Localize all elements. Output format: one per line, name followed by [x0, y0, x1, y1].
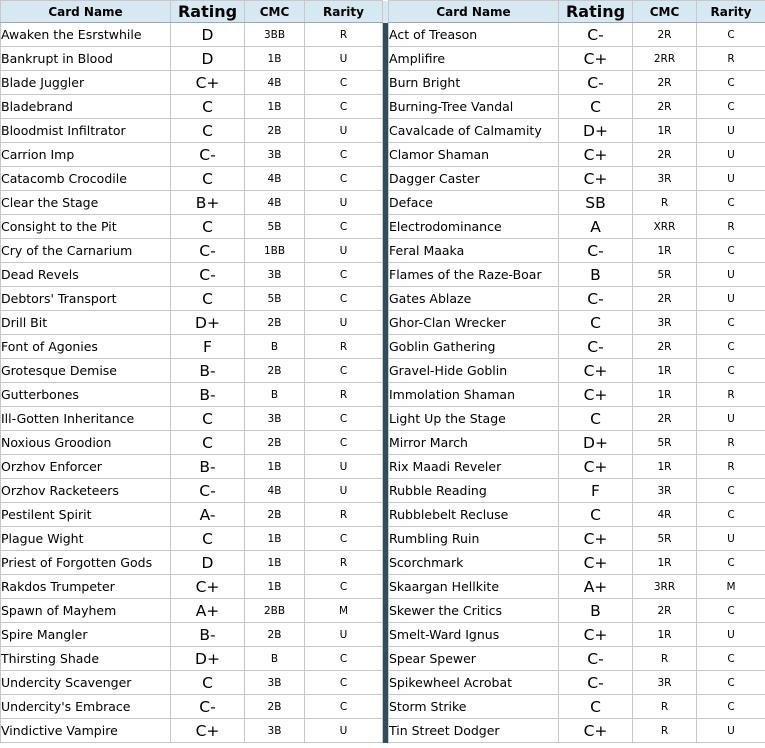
- table-row: [1, 119, 765, 143]
- left-rarity-cell[interactable]: C: [305, 71, 383, 95]
- left-cmc-cell[interactable]: 3B: [245, 719, 305, 743]
- right-rating-cell[interactable]: C: [559, 311, 633, 335]
- left-name-cell[interactable]: Font of Agonies: [1, 335, 171, 359]
- left-rarity-cell[interactable]: R: [305, 335, 383, 359]
- left-rating-cell[interactable]: C: [171, 215, 245, 239]
- right-rarity-cell[interactable]: M: [697, 575, 765, 599]
- right-name-cell[interactable]: Smelt-Ward Ignus: [389, 623, 559, 647]
- left-name-cell[interactable]: Pestilent Spirit: [1, 503, 171, 527]
- left-name-cell[interactable]: Cry of the Carnarium: [1, 239, 171, 263]
- right-name-cell[interactable]: Rix Maadi Reveler: [389, 455, 559, 479]
- left-name-cell[interactable]: Undercity Scavenger: [1, 671, 171, 695]
- right-rating-cell[interactable]: C-: [559, 335, 633, 359]
- left-name-cell[interactable]: Grotesque Demise: [1, 359, 171, 383]
- right-cmc-cell[interactable]: 2R: [633, 71, 697, 95]
- left-rating-cell[interactable]: B-: [171, 455, 245, 479]
- right-rarity-cell[interactable]: U: [697, 287, 765, 311]
- right-name-cell[interactable]: Electrodominance: [389, 215, 559, 239]
- right-name-cell[interactable]: Light Up the Stage: [389, 407, 559, 431]
- left-name-cell[interactable]: Orzhov Racketeers: [1, 479, 171, 503]
- right-rarity-cell[interactable]: C: [697, 503, 765, 527]
- left-name-cell[interactable]: Drill Bit: [1, 311, 171, 335]
- left-cmc-cell[interactable]: 1B: [245, 47, 305, 71]
- table-row: [1, 215, 765, 239]
- left-rarity-cell[interactable]: U: [305, 239, 383, 263]
- right-rarity-cell[interactable]: R: [697, 383, 765, 407]
- right-cmc-cell[interactable]: R: [633, 191, 697, 215]
- left-rating-cell[interactable]: C: [171, 287, 245, 311]
- right-rating-cell[interactable]: C+: [559, 719, 633, 743]
- table-row: [1, 263, 765, 287]
- table-row: [1, 95, 765, 119]
- right-cmc-cell[interactable]: XRR: [633, 215, 697, 239]
- left-cmc-cell[interactable]: 1B: [245, 575, 305, 599]
- right-cmc-cell[interactable]: 1R: [633, 359, 697, 383]
- left-cmc-cell[interactable]: 2B: [245, 119, 305, 143]
- left-rarity-cell[interactable]: C: [305, 263, 383, 287]
- table-row: [1, 359, 765, 383]
- table-row: [1, 575, 765, 599]
- right-rarity-cell[interactable]: C: [697, 551, 765, 575]
- left-cmc-cell[interactable]: B: [245, 383, 305, 407]
- right-cmc-cell[interactable]: 1R: [633, 623, 697, 647]
- left-rating-cell[interactable]: C: [171, 167, 245, 191]
- left-name-cell[interactable]: Consight to the Pit: [1, 215, 171, 239]
- left-rarity-cell[interactable]: C: [305, 95, 383, 119]
- left-name-cell[interactable]: Debtors' Transport: [1, 287, 171, 311]
- left-name-cell[interactable]: Catacomb Crocodile: [1, 167, 171, 191]
- right-cmc-cell[interactable]: 3R: [633, 167, 697, 191]
- right-rarity-cell[interactable]: C: [697, 335, 765, 359]
- right-rarity-cell[interactable]: C: [697, 71, 765, 95]
- right-rating-cell[interactable]: C-: [559, 671, 633, 695]
- right-rarity-cell[interactable]: C: [697, 647, 765, 671]
- right-rating-cell[interactable]: C-: [559, 23, 633, 47]
- left-rating-cell[interactable]: C-: [171, 239, 245, 263]
- right-rarity-cell[interactable]: C: [697, 23, 765, 47]
- right-name-cell[interactable]: Act of Treason: [389, 23, 559, 47]
- left-name-cell[interactable]: Noxious Groodion: [1, 431, 171, 455]
- left-name-cell[interactable]: Ill-Gotten Inheritance: [1, 407, 171, 431]
- right-cmc-cell[interactable]: 2R: [633, 143, 697, 167]
- left-cmc-cell[interactable]: 2B: [245, 359, 305, 383]
- left-rating-cell[interactable]: C-: [171, 263, 245, 287]
- right-name-cell[interactable]: Scorchmark: [389, 551, 559, 575]
- left-rating-cell[interactable]: B-: [171, 623, 245, 647]
- left-rating-cell[interactable]: C: [171, 431, 245, 455]
- left-rarity-cell[interactable]: M: [305, 599, 383, 623]
- right-rating-cell[interactable]: C: [559, 695, 633, 719]
- left-cmc-cell[interactable]: 2B: [245, 623, 305, 647]
- left-name-cell[interactable]: Priest of Forgotten Gods: [1, 551, 171, 575]
- left-rarity-cell[interactable]: C: [305, 647, 383, 671]
- left-rating-cell[interactable]: C: [171, 95, 245, 119]
- right-cmc-cell[interactable]: 1R: [633, 239, 697, 263]
- left-rating-cell[interactable]: A-: [171, 503, 245, 527]
- left-cmc-cell[interactable]: 4B: [245, 71, 305, 95]
- header-rating-left[interactable]: Rating: [171, 1, 245, 23]
- left-rating-cell[interactable]: C+: [171, 575, 245, 599]
- right-rarity-cell[interactable]: R: [697, 431, 765, 455]
- right-rarity-cell[interactable]: C: [697, 599, 765, 623]
- right-name-cell[interactable]: Spikewheel Acrobat: [389, 671, 559, 695]
- right-cmc-cell[interactable]: 5R: [633, 263, 697, 287]
- right-name-cell[interactable]: Cavalcade of Calmamity: [389, 119, 559, 143]
- right-name-cell[interactable]: Gravel-Hide Goblin: [389, 359, 559, 383]
- right-rarity-cell[interactable]: U: [697, 263, 765, 287]
- left-rarity-cell[interactable]: C: [305, 167, 383, 191]
- right-rarity-cell[interactable]: R: [697, 215, 765, 239]
- right-cmc-cell[interactable]: 1R: [633, 455, 697, 479]
- left-cmc-cell[interactable]: 2B: [245, 503, 305, 527]
- left-rarity-cell[interactable]: C: [305, 143, 383, 167]
- left-cmc-cell[interactable]: 2B: [245, 311, 305, 335]
- right-rating-cell[interactable]: D+: [559, 431, 633, 455]
- left-rarity-cell[interactable]: R: [305, 551, 383, 575]
- left-cmc-cell[interactable]: 1BB: [245, 239, 305, 263]
- table-row: [1, 167, 765, 191]
- right-rating-cell[interactable]: B: [559, 599, 633, 623]
- right-name-cell[interactable]: Amplifire: [389, 47, 559, 71]
- right-rating-cell[interactable]: C+: [559, 527, 633, 551]
- left-name-cell[interactable]: Carrion Imp: [1, 143, 171, 167]
- left-rating-cell[interactable]: C-: [171, 479, 245, 503]
- left-name-cell[interactable]: Bladebrand: [1, 95, 171, 119]
- left-rating-cell[interactable]: C: [171, 119, 245, 143]
- table-row: [1, 647, 765, 671]
- left-name-cell[interactable]: Bloodmist Infiltrator: [1, 119, 171, 143]
- left-rarity-cell[interactable]: C: [305, 431, 383, 455]
- right-name-cell[interactable]: Skaargan Hellkite: [389, 575, 559, 599]
- table-row: [1, 287, 765, 311]
- left-rating-cell[interactable]: C: [171, 527, 245, 551]
- right-rarity-cell[interactable]: R: [697, 47, 765, 71]
- left-cmc-cell[interactable]: 1B: [245, 527, 305, 551]
- right-rating-cell[interactable]: D+: [559, 119, 633, 143]
- left-name-cell[interactable]: Spire Mangler: [1, 623, 171, 647]
- left-cmc-cell[interactable]: 3B: [245, 407, 305, 431]
- left-cmc-cell[interactable]: 2B: [245, 695, 305, 719]
- left-rarity-cell[interactable]: U: [305, 719, 383, 743]
- right-rating-cell[interactable]: SB: [559, 191, 633, 215]
- right-rarity-cell[interactable]: U: [697, 719, 765, 743]
- left-cmc-cell[interactable]: B: [245, 647, 305, 671]
- left-cmc-cell[interactable]: 3B: [245, 143, 305, 167]
- table-row: [1, 527, 765, 551]
- left-rarity-cell[interactable]: U: [305, 47, 383, 71]
- right-cmc-cell[interactable]: 1R: [633, 119, 697, 143]
- left-cmc-cell[interactable]: 1B: [245, 455, 305, 479]
- table-row: [1, 503, 765, 527]
- left-rating-cell[interactable]: C-: [171, 143, 245, 167]
- left-rarity-cell[interactable]: C: [305, 671, 383, 695]
- right-rarity-cell[interactable]: U: [697, 407, 765, 431]
- left-rating-cell[interactable]: C: [171, 671, 245, 695]
- right-rating-cell[interactable]: A+: [559, 575, 633, 599]
- left-name-cell[interactable]: Blade Juggler: [1, 71, 171, 95]
- right-name-cell[interactable]: Burning-Tree Vandal: [389, 95, 559, 119]
- right-name-cell[interactable]: Rubble Reading: [389, 479, 559, 503]
- table-row: [1, 311, 765, 335]
- right-cmc-cell[interactable]: 3RR: [633, 575, 697, 599]
- right-cmc-cell[interactable]: 2R: [633, 335, 697, 359]
- table-row: [1, 551, 765, 575]
- right-cmc-cell[interactable]: 5R: [633, 431, 697, 455]
- table-row: [1, 71, 765, 95]
- left-rating-cell[interactable]: F: [171, 335, 245, 359]
- left-rating-cell[interactable]: D+: [171, 311, 245, 335]
- header-card-name-left[interactable]: Card Name: [1, 1, 171, 23]
- right-rating-cell[interactable]: B: [559, 263, 633, 287]
- left-cmc-cell[interactable]: 4B: [245, 191, 305, 215]
- right-name-cell[interactable]: Storm Strike: [389, 695, 559, 719]
- header-cmc-right[interactable]: CMC: [633, 1, 697, 23]
- left-rating-cell[interactable]: D: [171, 23, 245, 47]
- left-rarity-cell[interactable]: C: [305, 407, 383, 431]
- left-cmc-cell[interactable]: 2BB: [245, 599, 305, 623]
- left-rarity-cell[interactable]: C: [305, 287, 383, 311]
- right-rating-cell[interactable]: C+: [559, 455, 633, 479]
- left-cmc-cell[interactable]: 4B: [245, 167, 305, 191]
- right-cmc-cell[interactable]: 2R: [633, 95, 697, 119]
- right-rarity-cell[interactable]: C: [697, 311, 765, 335]
- left-cmc-cell[interactable]: 1B: [245, 551, 305, 575]
- right-rarity-cell[interactable]: C: [697, 671, 765, 695]
- right-name-cell[interactable]: Clamor Shaman: [389, 143, 559, 167]
- right-rating-cell[interactable]: C-: [559, 287, 633, 311]
- left-name-cell[interactable]: Spawn of Mayhem: [1, 599, 171, 623]
- left-rarity-cell[interactable]: C: [305, 527, 383, 551]
- right-cmc-cell[interactable]: 2R: [633, 407, 697, 431]
- left-cmc-cell[interactable]: 3B: [245, 671, 305, 695]
- right-rarity-cell[interactable]: U: [697, 623, 765, 647]
- left-name-cell[interactable]: Vindictive Vampire: [1, 719, 171, 743]
- table-row: [1, 239, 765, 263]
- left-name-cell[interactable]: Gutterbones: [1, 383, 171, 407]
- left-rating-cell[interactable]: D+: [171, 647, 245, 671]
- header-rating-right[interactable]: Rating: [559, 1, 633, 23]
- right-rarity-cell[interactable]: R: [697, 455, 765, 479]
- header-cmc-left[interactable]: CMC: [245, 1, 305, 23]
- left-rarity-cell[interactable]: C: [305, 695, 383, 719]
- right-name-cell[interactable]: Mirror March: [389, 431, 559, 455]
- right-name-cell[interactable]: Rumbling Ruin: [389, 527, 559, 551]
- right-name-cell[interactable]: Rubblebelt Recluse: [389, 503, 559, 527]
- left-rating-cell[interactable]: C: [171, 407, 245, 431]
- table-row: [1, 23, 765, 47]
- right-rarity-cell[interactable]: C: [697, 95, 765, 119]
- left-rarity-cell[interactable]: R: [305, 503, 383, 527]
- left-name-cell[interactable]: Thirsting Shade: [1, 647, 171, 671]
- right-cmc-cell[interactable]: R: [633, 719, 697, 743]
- header-rarity-left[interactable]: Rarity: [305, 1, 383, 23]
- left-cmc-cell[interactable]: 2B: [245, 431, 305, 455]
- left-rating-cell[interactable]: C+: [171, 71, 245, 95]
- right-cmc-cell[interactable]: 2R: [633, 599, 697, 623]
- table-row: [1, 143, 765, 167]
- table-row: [1, 455, 765, 479]
- table-body: [1, 23, 765, 743]
- left-name-cell[interactable]: Orzhov Enforcer: [1, 455, 171, 479]
- left-rating-cell[interactable]: C-: [171, 695, 245, 719]
- table-row: [1, 623, 765, 647]
- left-rarity-cell[interactable]: C: [305, 575, 383, 599]
- left-rarity-cell[interactable]: U: [305, 119, 383, 143]
- right-rating-cell[interactable]: C-: [559, 71, 633, 95]
- left-rarity-cell[interactable]: U: [305, 191, 383, 215]
- table-row: [1, 479, 765, 503]
- left-cmc-cell[interactable]: 3B: [245, 263, 305, 287]
- right-name-cell[interactable]: Ghor-Clan Wrecker: [389, 311, 559, 335]
- table-row: [1, 719, 765, 743]
- left-rarity-cell[interactable]: U: [305, 311, 383, 335]
- right-rating-cell[interactable]: C+: [559, 47, 633, 71]
- left-rating-cell[interactable]: D: [171, 551, 245, 575]
- table-row: [1, 383, 765, 407]
- left-cmc-cell[interactable]: 1B: [245, 95, 305, 119]
- right-name-cell[interactable]: Deface: [389, 191, 559, 215]
- right-rarity-cell[interactable]: C: [697, 695, 765, 719]
- left-name-cell[interactable]: Rakdos Trumpeter: [1, 575, 171, 599]
- table-row: [1, 671, 765, 695]
- right-cmc-cell[interactable]: 2RR: [633, 47, 697, 71]
- left-rating-cell[interactable]: A+: [171, 599, 245, 623]
- table-row: [1, 47, 765, 71]
- left-name-cell[interactable]: Bankrupt in Blood: [1, 47, 171, 71]
- left-rarity-cell[interactable]: R: [305, 383, 383, 407]
- right-name-cell[interactable]: Spear Spewer: [389, 647, 559, 671]
- left-rarity-cell[interactable]: U: [305, 479, 383, 503]
- left-cmc-cell[interactable]: 5B: [245, 215, 305, 239]
- right-rating-cell[interactable]: C+: [559, 359, 633, 383]
- right-rarity-cell[interactable]: U: [697, 143, 765, 167]
- left-rarity-cell[interactable]: U: [305, 455, 383, 479]
- right-rating-cell[interactable]: C: [559, 503, 633, 527]
- right-rating-cell[interactable]: C+: [559, 551, 633, 575]
- right-cmc-cell[interactable]: 3R: [633, 479, 697, 503]
- right-name-cell[interactable]: Immolation Shaman: [389, 383, 559, 407]
- header-rarity-right[interactable]: Rarity: [697, 1, 765, 23]
- header-card-name-right[interactable]: Card Name: [389, 1, 559, 23]
- left-rating-cell[interactable]: B+: [171, 191, 245, 215]
- table-row: [1, 599, 765, 623]
- right-cmc-cell[interactable]: 5R: [633, 527, 697, 551]
- right-cmc-cell[interactable]: 1R: [633, 551, 697, 575]
- right-cmc-cell[interactable]: R: [633, 647, 697, 671]
- table-row: [1, 335, 765, 359]
- right-name-cell[interactable]: Gates Ablaze: [389, 287, 559, 311]
- right-name-cell[interactable]: Skewer the Critics: [389, 599, 559, 623]
- left-rating-cell[interactable]: B-: [171, 359, 245, 383]
- left-name-cell[interactable]: Dead Revels: [1, 263, 171, 287]
- left-cmc-cell[interactable]: 3BB: [245, 23, 305, 47]
- left-name-cell[interactable]: Clear the Stage: [1, 191, 171, 215]
- left-rarity-cell[interactable]: U: [305, 623, 383, 647]
- left-rating-cell[interactable]: D: [171, 47, 245, 71]
- table-row: [1, 407, 765, 431]
- right-name-cell[interactable]: Dagger Caster: [389, 167, 559, 191]
- right-rarity-cell[interactable]: C: [697, 239, 765, 263]
- right-cmc-cell[interactable]: 2R: [633, 23, 697, 47]
- right-cmc-cell[interactable]: 4R: [633, 503, 697, 527]
- right-cmc-cell[interactable]: 2R: [633, 287, 697, 311]
- right-rating-cell[interactable]: C+: [559, 383, 633, 407]
- right-rarity-cell[interactable]: U: [697, 119, 765, 143]
- left-name-cell[interactable]: Plague Wight: [1, 527, 171, 551]
- right-rating-cell[interactable]: C-: [559, 647, 633, 671]
- right-rating-cell[interactable]: F: [559, 479, 633, 503]
- right-rating-cell[interactable]: C+: [559, 143, 633, 167]
- right-name-cell[interactable]: Burn Bright: [389, 71, 559, 95]
- right-rating-cell[interactable]: C+: [559, 623, 633, 647]
- right-cmc-cell[interactable]: 3R: [633, 311, 697, 335]
- right-rarity-cell[interactable]: U: [697, 527, 765, 551]
- right-rarity-cell[interactable]: C: [697, 479, 765, 503]
- right-rarity-cell[interactable]: C: [697, 359, 765, 383]
- right-rating-cell[interactable]: C: [559, 95, 633, 119]
- right-name-cell[interactable]: Feral Maaka: [389, 239, 559, 263]
- left-rarity-cell[interactable]: C: [305, 215, 383, 239]
- left-cmc-cell[interactable]: B: [245, 335, 305, 359]
- right-name-cell[interactable]: Goblin Gathering: [389, 335, 559, 359]
- right-rarity-cell[interactable]: C: [697, 191, 765, 215]
- right-rarity-cell[interactable]: U: [697, 167, 765, 191]
- right-rating-cell[interactable]: A: [559, 215, 633, 239]
- left-cmc-cell[interactable]: 5B: [245, 287, 305, 311]
- right-rating-cell[interactable]: C+: [559, 167, 633, 191]
- right-name-cell[interactable]: Flames of the Raze-Boar: [389, 263, 559, 287]
- right-name-cell[interactable]: Tin Street Dodger: [389, 719, 559, 743]
- right-cmc-cell[interactable]: 3R: [633, 671, 697, 695]
- header-row: [1, 1, 765, 23]
- left-rating-cell[interactable]: B-: [171, 383, 245, 407]
- table-row: [1, 695, 765, 719]
- left-rarity-cell[interactable]: C: [305, 359, 383, 383]
- left-name-cell[interactable]: Undercity's Embrace: [1, 695, 171, 719]
- right-rating-cell[interactable]: C-: [559, 239, 633, 263]
- left-name-cell[interactable]: Awaken the Esrstwhile: [1, 23, 171, 47]
- left-rarity-cell[interactable]: R: [305, 23, 383, 47]
- right-rating-cell[interactable]: C: [559, 407, 633, 431]
- left-cmc-cell[interactable]: 4B: [245, 479, 305, 503]
- table-row: [1, 431, 765, 455]
- right-cmc-cell[interactable]: 1R: [633, 383, 697, 407]
- left-rating-cell[interactable]: C+: [171, 719, 245, 743]
- table-row: [1, 191, 765, 215]
- right-cmc-cell[interactable]: R: [633, 695, 697, 719]
